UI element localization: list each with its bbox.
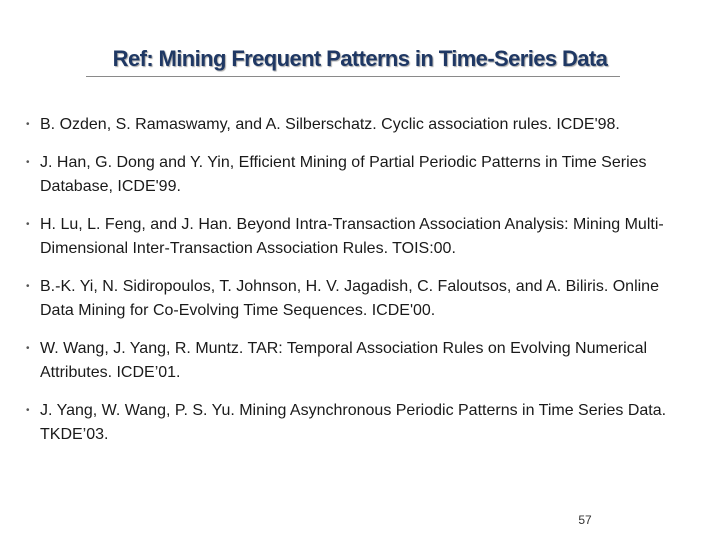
reference-text: H. Lu, L. Feng, and J. Han. Beyond Intra-Transaction Association Analysis: Mining Multi-Dimensional Inter-Transaction Association Rules. TOIS:00. [40, 216, 664, 257]
bullet-icon: • [26, 157, 30, 168]
bullet-icon: • [26, 219, 30, 230]
bullet-icon: • [26, 281, 30, 292]
page-number: 57 [578, 513, 592, 527]
reference-item [26, 275, 690, 323]
reference-text: B. Ozden, S. Ramaswamy, and A. Silberschatz. Cyclic association rules. ICDE'98. [40, 116, 620, 133]
bullet-icon: • [26, 119, 30, 130]
bullet-icon: • [26, 343, 30, 354]
reference-item [26, 151, 690, 199]
reference-text: W. Wang, J. Yang, R. Muntz. TAR: Temporal Association Rules on Evolving Numerical Attributes. ICDE’01. [40, 340, 648, 381]
title-underline [86, 76, 620, 77]
reference-item [26, 337, 690, 385]
reference-text: J. Yang, W. Wang, P. S. Yu. Mining Asynchronous Periodic Patterns in Time Series Data. TKDE’03. [40, 402, 667, 443]
reference-text: J. Han, G. Dong and Y. Yin, Efficient Mining of Partial Periodic Patterns in Time Series Database, ICDE'99. [40, 154, 647, 195]
reference-text: B.-K. Yi, N. Sidiropoulos, T. Johnson, H. V. Jagadish, C. Faloutsos, and A. Biliris. Online Data Mining for Co-Evolving Time Sequences. ICDE'00. [40, 278, 659, 319]
reference-item [26, 213, 690, 261]
reference-item [26, 113, 690, 137]
slide-title: Ref: Mining Frequent Patterns in Time-Series Data [112, 46, 608, 71]
reference-item [26, 399, 690, 447]
bullet-icon: • [26, 405, 30, 416]
